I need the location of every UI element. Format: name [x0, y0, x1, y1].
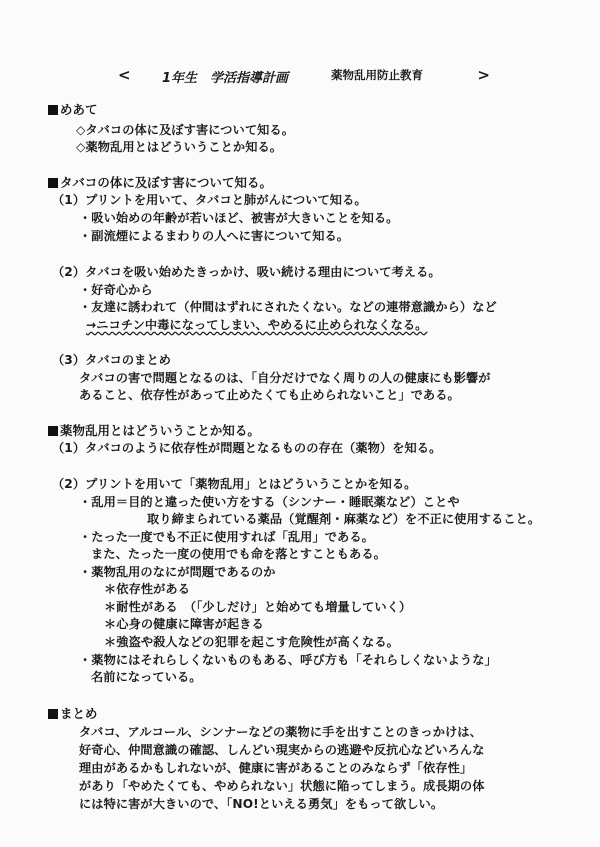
square-bullet-icon [48, 709, 58, 719]
title-subtitle: 薬物乱用防止教育 [331, 68, 423, 82]
title-open-bracket: < [118, 66, 131, 84]
step-line: （3）タバコのまとめ [52, 353, 172, 367]
bullet-line: ・好奇心から [79, 283, 153, 297]
section-heading-summary [48, 707, 97, 721]
body-line: タバコの害で問題となるのは、「自分だけでなく周りの人の健康にも影響が [79, 371, 491, 385]
section-heading-drugs [48, 424, 260, 438]
summary-line: には特に害が大きいので、「NO!といえる勇気」をもって欲しい。 [79, 797, 444, 811]
title-text: 1年生 学活指導計画 [162, 71, 289, 86]
bullet-line: ・たった一度でも不正に使用すれば「乱用」である。 [79, 530, 374, 544]
step-line: （2）タバコを吸い始めたきっかけ、吸い続ける理由について考える。 [52, 265, 441, 279]
step-line: （1）プリントを用いて、タバコと肺がんについて知る。 [52, 193, 367, 207]
bullet-line: ・友達に誘われて（仲間はずれにされたくない。などの連帯意識から）など [79, 300, 497, 314]
bullet-line-continued: また、たった一度の使用でも命を落とすこともある。 [91, 547, 386, 561]
summary-line: タバコ、アルコール、シンナーなどの薬物に手を出すことのきっかけは、 [79, 725, 482, 739]
summary-line: があり「やめたくても、やめられない」状態に陥ってしまう。成長期の体 [79, 779, 485, 793]
summary-line: 好奇心、仲間意識の確認、しんどい現実からの逃避や反抗心などいろんな [79, 743, 485, 757]
heading-text: めあて [60, 102, 98, 117]
bullet-line: ・薬物乱用のなにが問題であるのか [79, 565, 276, 579]
step-line: （2）プリントを用いて「薬物乱用」とはどういうことかを知る。 [52, 477, 417, 491]
body-line: あること、依存性があって止めたくても止められないこと」である。 [79, 388, 460, 402]
bullet-line-continued: 取り締まられている薬品（覚醒剤・麻薬など）を不正に使用すること。 [147, 512, 541, 526]
star-item: ＊耐性がある （「少しだけ」と始めても増量していく） [104, 600, 412, 614]
square-bullet-icon [48, 105, 58, 115]
bullet-line: ・乱用＝目的と違った使い方をする（シンナー・睡眠薬など）ことや [79, 495, 460, 509]
title-close-bracket: > [477, 66, 490, 84]
step-line: （1）タバコのように依存性が問題となるものの存在（薬物）を知る。 [52, 441, 442, 455]
heading-text: タバコの体に及ぼす害について知る。 [60, 175, 272, 190]
star-item: ＊心身の健康に障害が起きる [104, 617, 264, 631]
square-bullet-icon [48, 426, 58, 436]
square-bullet-icon [48, 178, 58, 188]
goal-line: ◇薬物乱用とはどういうことか知る。 [76, 140, 283, 154]
star-item: ＊強盗や殺人などの犯罪を起こす危険性が高くなる。 [104, 635, 399, 649]
bullet-line: ・吸い始めの年齢が若いほど、被害が大きいことを知る。 [79, 211, 399, 225]
bullet-line: ・副流煙によるまわりの人へに害について知る。 [79, 229, 350, 243]
heading-text: 薬物乱用とはどういうことか知る。 [60, 423, 260, 438]
star-item: ＊依存性がある [104, 582, 191, 596]
bullet-line-continued: 名前になっている。 [91, 670, 202, 684]
section-heading-meate [48, 103, 97, 117]
heading-text: まとめ [60, 706, 98, 721]
page-title [118, 66, 490, 84]
bullet-line: ・薬物にはそれらしくないものもある、呼び方も「それらしくないような」 [79, 653, 497, 667]
arrow-line: →ニコチン中毒になってしまい、やめるに止められなくなる。 [86, 318, 428, 332]
summary-line: 理由があるかもしれないが、健康に害があることのみならず「依存性」 [79, 761, 473, 775]
section-heading-tobacco [48, 176, 272, 190]
goal-line: ◇タバコの体に及ぼす害について知る。 [76, 123, 294, 137]
